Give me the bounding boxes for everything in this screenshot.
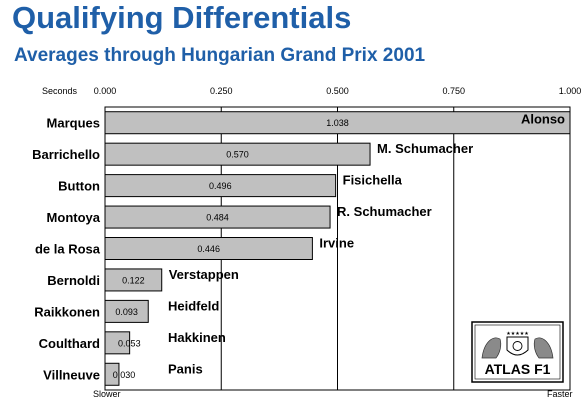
x-min-label: Slower: [93, 389, 121, 399]
value-label: 0.122: [122, 275, 145, 286]
x-tick-label: 0.750: [442, 86, 466, 96]
value-label: 0.093: [115, 306, 138, 317]
category-label: Villneuve: [43, 367, 100, 383]
category-label: Bernoldi: [47, 272, 100, 288]
category-label: Marques: [46, 115, 100, 131]
compared-driver-label: Hakkinen: [168, 329, 226, 345]
x-tick-label: 0.500: [326, 86, 349, 96]
page-title: Qualifying Differentials: [12, 0, 352, 35]
value-label: 0.570: [226, 149, 249, 160]
value-label: 0.446: [197, 244, 220, 254]
category-label: Raikkonen: [34, 304, 100, 320]
category-label: Coulthard: [38, 335, 100, 351]
value-label: 1.038: [326, 118, 349, 129]
category-label: de la Rosa: [34, 241, 100, 257]
x-tick-label: 0.250: [209, 86, 233, 96]
compared-driver-label: Verstappen: [168, 266, 239, 282]
value-label: 0.053: [118, 338, 141, 349]
category-label: Montoya: [46, 210, 100, 226]
x-max-label: Faster: [547, 389, 573, 399]
category-label: Barrichello: [32, 147, 100, 163]
compared-driver-label: M. Schumacher: [377, 141, 474, 157]
page-subtitle: Averages through Hungarian Grand Prix 2001: [14, 45, 426, 66]
logo-text: ATLAS F1: [484, 361, 551, 377]
value-label: 0.496: [209, 181, 232, 192]
compared-driver-label: Alonso: [520, 111, 565, 127]
atlas-f1-logo: [472, 322, 563, 382]
compared-driver-label: R. Schumacher: [337, 204, 432, 220]
svg-text:★★★★★: ★★★★★: [506, 331, 529, 337]
category-label: Button: [58, 178, 100, 194]
compared-driver-label: Heidfeld: [168, 298, 220, 314]
value-label: 0.484: [206, 212, 229, 223]
compared-driver-label: Fisichella: [342, 172, 402, 188]
axis-unit-label: Seconds: [42, 86, 78, 96]
value-label: 0.030: [112, 369, 136, 380]
x-tick-label: 1.000: [558, 86, 582, 96]
compared-driver-label: Panis: [168, 361, 203, 377]
x-axis-ticks: [94, 86, 582, 96]
compared-driver-label: Irvine: [319, 235, 355, 251]
x-tick-label: 0.000: [93, 86, 117, 96]
